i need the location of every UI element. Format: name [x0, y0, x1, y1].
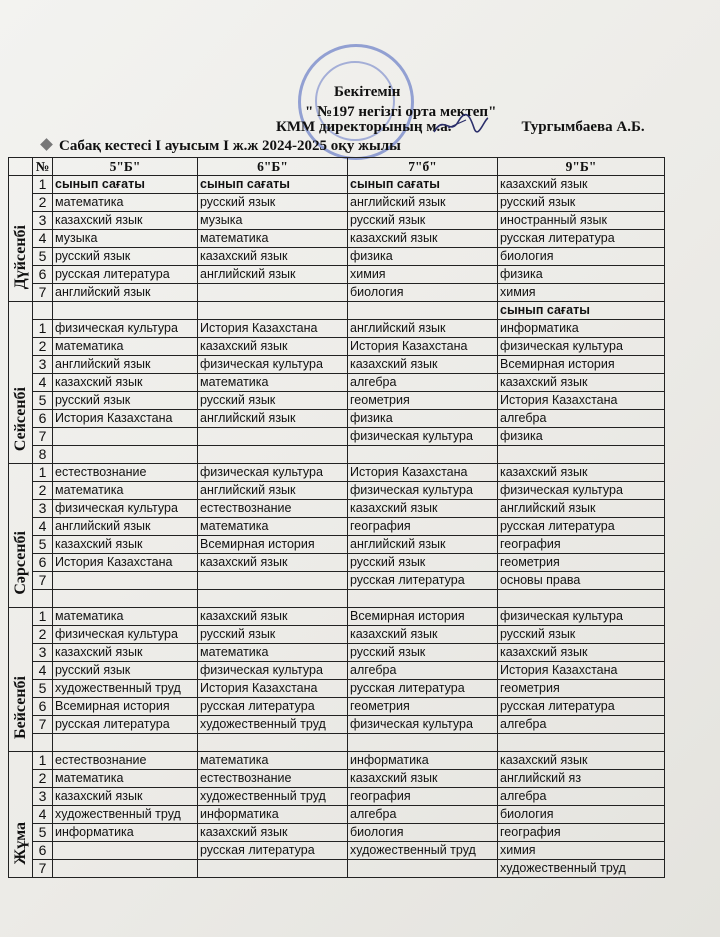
- director-name: Тургымбаева А.Б.: [521, 119, 645, 135]
- day-name: Жұма: [12, 822, 29, 865]
- table-header-row: [9, 158, 665, 176]
- subject-cell: математика: [198, 518, 348, 536]
- subject-cell: Всемирная история: [198, 536, 348, 554]
- subject-cell: [198, 590, 348, 608]
- lesson-number: 8: [33, 446, 53, 464]
- subject-cell: сынып сағаты: [53, 176, 198, 194]
- header-class-9b: 9"Б": [498, 158, 665, 176]
- table-row: [9, 302, 665, 320]
- table-row: [9, 734, 665, 752]
- subject-cell: математика: [198, 644, 348, 662]
- subject-cell: казахский язык: [198, 824, 348, 842]
- table-row: [9, 554, 665, 572]
- subject-cell: естествознание: [53, 464, 198, 482]
- lesson-number: 4: [33, 230, 53, 248]
- subject-cell: биология: [498, 248, 665, 266]
- lesson-number: 1: [33, 752, 53, 770]
- subject-cell: физическая культура: [198, 662, 348, 680]
- lesson-number: 2: [33, 626, 53, 644]
- subject-cell: [498, 590, 665, 608]
- subject-cell: русская литература: [498, 698, 665, 716]
- subject-cell: История Казахстана: [498, 392, 665, 410]
- lesson-number: 2: [33, 770, 53, 788]
- table-row: [9, 266, 665, 284]
- subject-cell: [53, 590, 198, 608]
- subject-cell: Всемирная история: [53, 698, 198, 716]
- lesson-number: 2: [33, 194, 53, 212]
- subject-cell: геометрия: [498, 554, 665, 572]
- subject-cell: физика: [348, 248, 498, 266]
- subject-cell: геометрия: [498, 680, 665, 698]
- day-label: [9, 302, 33, 464]
- subject-cell: физика: [498, 266, 665, 284]
- subject-cell: математика: [198, 752, 348, 770]
- subject-cell: [53, 572, 198, 590]
- table-row: [9, 446, 665, 464]
- subject-cell: русская литература: [498, 518, 665, 536]
- subject-cell: Всемирная история: [498, 356, 665, 374]
- subject-cell: естествознание: [198, 770, 348, 788]
- schedule-body: [9, 176, 665, 878]
- lesson-number: 3: [33, 356, 53, 374]
- lesson-number: 5: [33, 536, 53, 554]
- lesson-number: 5: [33, 824, 53, 842]
- subject-cell: казахский язык: [348, 770, 498, 788]
- subject-cell: русская литература: [348, 680, 498, 698]
- subject-cell: казахский язык: [198, 248, 348, 266]
- table-row: [9, 194, 665, 212]
- subject-cell: [53, 428, 198, 446]
- subject-cell: сынып сағаты: [198, 176, 348, 194]
- subject-cell: физическая культура: [53, 500, 198, 518]
- subject-cell: [498, 734, 665, 752]
- subject-cell: История Казахстана: [198, 680, 348, 698]
- lesson-number: 5: [33, 392, 53, 410]
- table-row: [9, 680, 665, 698]
- subject-cell: художественный труд: [348, 842, 498, 860]
- table-row: [9, 338, 665, 356]
- subject-cell: казахский язык: [348, 500, 498, 518]
- subject-cell: геометрия: [348, 392, 498, 410]
- subject-cell: казахский язык: [198, 338, 348, 356]
- subject-cell: [198, 284, 348, 302]
- table-row: [9, 824, 665, 842]
- subject-cell: математика: [53, 338, 198, 356]
- subject-cell: казахский язык: [348, 230, 498, 248]
- subject-cell: казахский язык: [498, 464, 665, 482]
- day-label: [9, 752, 33, 878]
- subject-cell: русская литература: [53, 716, 198, 734]
- lesson-number: 6: [33, 698, 53, 716]
- subject-cell: художественный труд: [53, 680, 198, 698]
- subject-cell: казахский язык: [53, 374, 198, 392]
- table-row: [9, 518, 665, 536]
- subject-cell: [198, 572, 348, 590]
- lesson-number: [33, 302, 53, 320]
- subject-cell: русская литература: [498, 230, 665, 248]
- subject-cell: физическая культура: [498, 608, 665, 626]
- lesson-number: 7: [33, 716, 53, 734]
- subject-cell: сынып сағаты: [348, 176, 498, 194]
- subject-cell: английский язык: [348, 320, 498, 338]
- table-row: [9, 428, 665, 446]
- table-row: [9, 464, 665, 482]
- day-label: [9, 608, 33, 752]
- subject-cell: русский язык: [348, 554, 498, 572]
- signature-icon: [430, 110, 490, 140]
- header-number: №: [33, 158, 53, 176]
- lesson-number: 1: [33, 320, 53, 338]
- subject-cell: русский язык: [198, 626, 348, 644]
- subject-cell: казахский язык: [198, 608, 348, 626]
- lesson-number: 3: [33, 212, 53, 230]
- day-label: [9, 464, 33, 608]
- subject-cell: русский язык: [198, 194, 348, 212]
- table-row: [9, 788, 665, 806]
- table-row: [9, 572, 665, 590]
- subject-cell: физическая культура: [348, 716, 498, 734]
- subject-cell: История Казахстана: [53, 554, 198, 572]
- lesson-number: 6: [33, 554, 53, 572]
- lesson-number: 4: [33, 662, 53, 680]
- subject-cell: казахский язык: [53, 788, 198, 806]
- subject-cell: русский язык: [53, 392, 198, 410]
- subject-cell: казахский язык: [198, 554, 348, 572]
- subject-cell: алгебра: [348, 806, 498, 824]
- subject-cell: музыка: [198, 212, 348, 230]
- subject-cell: сынып сағаты: [498, 302, 665, 320]
- subject-cell: математика: [53, 194, 198, 212]
- subject-cell: физическая культура: [198, 356, 348, 374]
- subject-cell: казахский язык: [498, 752, 665, 770]
- table-row: [9, 716, 665, 734]
- table-row: [9, 500, 665, 518]
- subject-cell: английский язык: [198, 266, 348, 284]
- lesson-number: 1: [33, 464, 53, 482]
- table-row: [9, 842, 665, 860]
- school-name: " №197 негізгі орта мектеп": [305, 104, 497, 120]
- subject-cell: химия: [498, 842, 665, 860]
- day-name: Бейсенбі: [12, 676, 29, 739]
- subject-cell: математика: [53, 482, 198, 500]
- subject-cell: английский язык: [348, 536, 498, 554]
- subject-cell: русский язык: [348, 644, 498, 662]
- subject-cell: русская литература: [348, 572, 498, 590]
- subject-cell: алгебра: [348, 662, 498, 680]
- table-row: [9, 536, 665, 554]
- table-row: [9, 320, 665, 338]
- subject-cell: русский язык: [498, 626, 665, 644]
- subject-cell: [53, 860, 198, 878]
- subject-cell: [348, 734, 498, 752]
- subject-cell: алгебра: [498, 410, 665, 428]
- day-name: Сәрсенбі: [12, 531, 29, 595]
- subject-cell: иностранный язык: [498, 212, 665, 230]
- lesson-number: 7: [33, 284, 53, 302]
- subject-cell: казахский язык: [498, 176, 665, 194]
- subject-cell: география: [498, 536, 665, 554]
- lesson-number: 3: [33, 500, 53, 518]
- lesson-number: 7: [33, 860, 53, 878]
- table-row: [9, 248, 665, 266]
- subject-cell: русский язык: [53, 248, 198, 266]
- subject-cell: [198, 860, 348, 878]
- approval-title: Бекітемін: [334, 84, 401, 100]
- subject-cell: русский язык: [198, 392, 348, 410]
- schedule-title-text: Сабақ кестесі I ауысым I ж.ж 2024-2025 оқу жылы: [59, 138, 401, 154]
- lesson-number: 5: [33, 680, 53, 698]
- subject-cell: [348, 590, 498, 608]
- subject-cell: английский язык: [53, 284, 198, 302]
- subject-cell: [53, 842, 198, 860]
- subject-cell: художественный труд: [198, 716, 348, 734]
- lesson-number: 4: [33, 518, 53, 536]
- subject-cell: русский язык: [53, 662, 198, 680]
- header-class-6b: 6"Б": [198, 158, 348, 176]
- header-class-7b: 7"б": [348, 158, 498, 176]
- subject-cell: казахский язык: [53, 536, 198, 554]
- subject-cell: [198, 302, 348, 320]
- subject-cell: география: [348, 518, 498, 536]
- table-row: [9, 482, 665, 500]
- subject-cell: художественный труд: [498, 860, 665, 878]
- diamond-icon: [40, 138, 53, 151]
- table-row: [9, 644, 665, 662]
- table-row: [9, 860, 665, 878]
- subject-cell: физика: [348, 410, 498, 428]
- schedule-title: [42, 138, 401, 155]
- subject-cell: Всемирная история: [348, 608, 498, 626]
- day-name: Дүйсенбі: [12, 224, 29, 289]
- subject-cell: История Казахстана: [498, 662, 665, 680]
- table-row: [9, 752, 665, 770]
- subject-cell: физическая культура: [498, 338, 665, 356]
- subject-cell: русская литература: [198, 698, 348, 716]
- subject-cell: [348, 860, 498, 878]
- lesson-number: 4: [33, 806, 53, 824]
- subject-cell: алгебра: [498, 788, 665, 806]
- table-row: [9, 662, 665, 680]
- subject-cell: физическая культура: [498, 482, 665, 500]
- day-name: Сейсенбі: [12, 386, 29, 451]
- lesson-number: 6: [33, 266, 53, 284]
- subject-cell: география: [498, 824, 665, 842]
- lesson-number: [33, 590, 53, 608]
- lesson-number: 2: [33, 338, 53, 356]
- lesson-number: 5: [33, 248, 53, 266]
- subject-cell: английский яз: [498, 770, 665, 788]
- table-row: [9, 230, 665, 248]
- subject-cell: алгебра: [348, 374, 498, 392]
- subject-cell: музыка: [53, 230, 198, 248]
- subject-cell: алгебра: [498, 716, 665, 734]
- subject-cell: [53, 734, 198, 752]
- subject-cell: казахский язык: [53, 644, 198, 662]
- lesson-number: 7: [33, 428, 53, 446]
- subject-cell: казахский язык: [498, 374, 665, 392]
- subject-cell: История Казахстана: [348, 338, 498, 356]
- subject-cell: художественный труд: [198, 788, 348, 806]
- subject-cell: основы права: [498, 572, 665, 590]
- lesson-number: 3: [33, 788, 53, 806]
- lesson-number: 1: [33, 608, 53, 626]
- subject-cell: русская литература: [53, 266, 198, 284]
- table-row: [9, 770, 665, 788]
- subject-cell: биология: [348, 284, 498, 302]
- subject-cell: русская литература: [198, 842, 348, 860]
- day-label: [9, 176, 33, 302]
- subject-cell: математика: [198, 374, 348, 392]
- subject-cell: [498, 446, 665, 464]
- table-row: [9, 626, 665, 644]
- subject-cell: физическая культура: [53, 626, 198, 644]
- table-row: [9, 698, 665, 716]
- table-row: [9, 590, 665, 608]
- subject-cell: английский язык: [53, 518, 198, 536]
- table-row: [9, 176, 665, 194]
- day-header: [9, 158, 33, 176]
- subject-cell: английский язык: [498, 500, 665, 518]
- lesson-number: 7: [33, 572, 53, 590]
- subject-cell: информатика: [498, 320, 665, 338]
- subject-cell: английский язык: [198, 482, 348, 500]
- director-position: КММ директорының м.а.: [276, 119, 452, 135]
- subject-cell: информатика: [198, 806, 348, 824]
- table-row: [9, 374, 665, 392]
- subject-cell: [53, 302, 198, 320]
- subject-cell: математика: [53, 608, 198, 626]
- schedule-table: [8, 157, 665, 878]
- subject-cell: геометрия: [348, 698, 498, 716]
- subject-cell: английский язык: [53, 356, 198, 374]
- lesson-number: 1: [33, 176, 53, 194]
- subject-cell: физическая культура: [53, 320, 198, 338]
- subject-cell: [348, 446, 498, 464]
- subject-cell: физическая культура: [348, 428, 498, 446]
- subject-cell: физика: [498, 428, 665, 446]
- lesson-number: 2: [33, 482, 53, 500]
- table-row: [9, 212, 665, 230]
- subject-cell: химия: [498, 284, 665, 302]
- subject-cell: [198, 446, 348, 464]
- lesson-number: [33, 734, 53, 752]
- lesson-number: 6: [33, 410, 53, 428]
- table-row: [9, 806, 665, 824]
- table-row: [9, 284, 665, 302]
- subject-cell: математика: [53, 770, 198, 788]
- subject-cell: казахский язык: [348, 626, 498, 644]
- subject-cell: [198, 428, 348, 446]
- subject-cell: казахский язык: [53, 212, 198, 230]
- table-row: [9, 410, 665, 428]
- subject-cell: [348, 302, 498, 320]
- subject-cell: казахский язык: [498, 644, 665, 662]
- subject-cell: История Казахстана: [53, 410, 198, 428]
- subject-cell: биология: [348, 824, 498, 842]
- subject-cell: художественный труд: [53, 806, 198, 824]
- table-row: [9, 392, 665, 410]
- subject-cell: [198, 734, 348, 752]
- subject-cell: физическая культура: [348, 482, 498, 500]
- approval-header: [0, 0, 720, 160]
- subject-cell: английский язык: [198, 410, 348, 428]
- table-row: [9, 608, 665, 626]
- subject-cell: естествознание: [198, 500, 348, 518]
- subject-cell: История Казахстана: [348, 464, 498, 482]
- header-class-5b: 5"Б": [53, 158, 198, 176]
- subject-cell: информатика: [53, 824, 198, 842]
- subject-cell: математика: [198, 230, 348, 248]
- lesson-number: 3: [33, 644, 53, 662]
- subject-cell: география: [348, 788, 498, 806]
- subject-cell: казахский язык: [348, 356, 498, 374]
- subject-cell: информатика: [348, 752, 498, 770]
- table-row: [9, 356, 665, 374]
- subject-cell: русский язык: [348, 212, 498, 230]
- subject-cell: физическая культура: [198, 464, 348, 482]
- lesson-number: 6: [33, 842, 53, 860]
- subject-cell: биология: [498, 806, 665, 824]
- subject-cell: [53, 446, 198, 464]
- subject-cell: русский язык: [498, 194, 665, 212]
- subject-cell: химия: [348, 266, 498, 284]
- subject-cell: История Казахстана: [198, 320, 348, 338]
- subject-cell: английский язык: [348, 194, 498, 212]
- subject-cell: естествознание: [53, 752, 198, 770]
- lesson-number: 4: [33, 374, 53, 392]
